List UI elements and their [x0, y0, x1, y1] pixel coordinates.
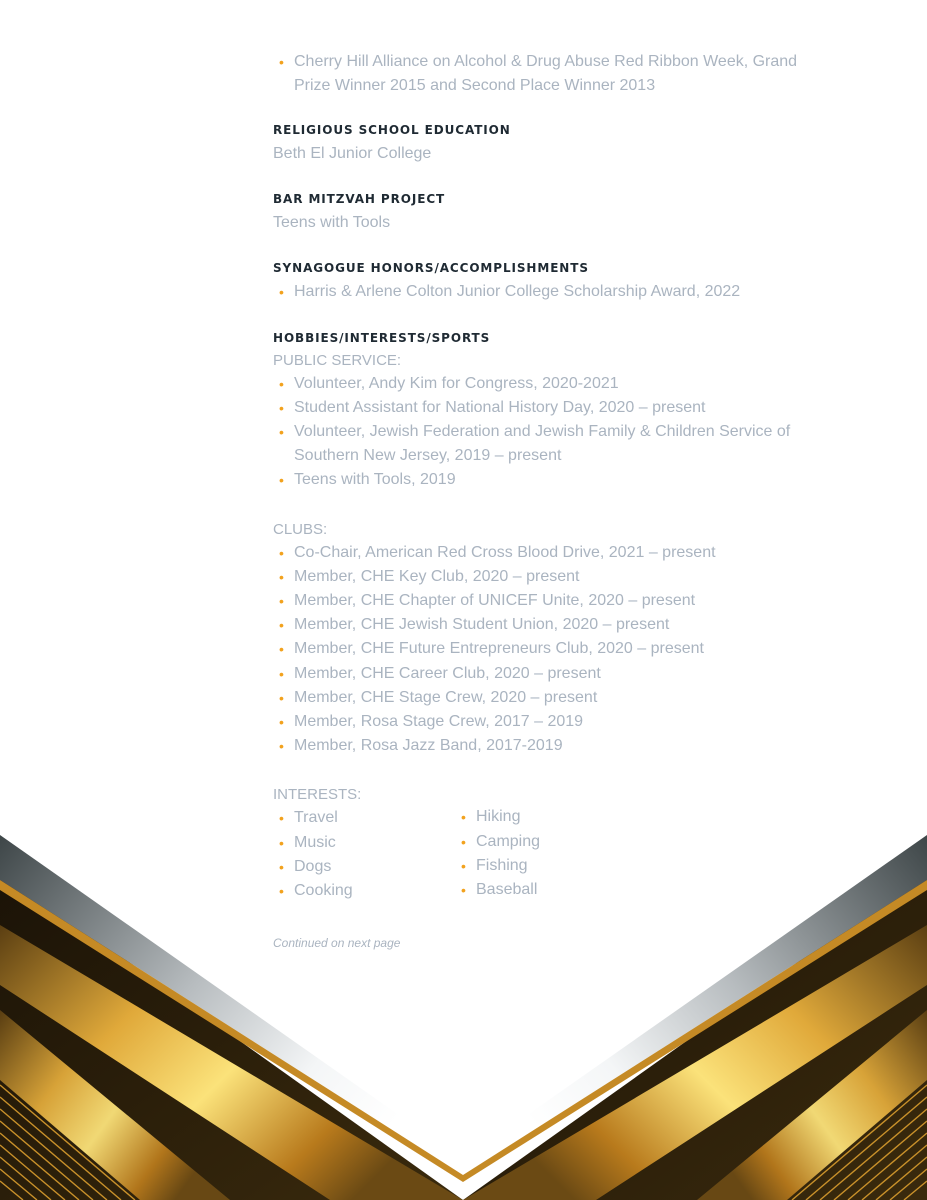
list-item-text: Member, CHE Future Entrepreneurs Club, 2020 – present	[294, 640, 704, 658]
list-item	[273, 855, 455, 879]
list-item-text: Teens with Tools, 2019	[294, 471, 456, 489]
list-item-text: Fishing	[476, 856, 528, 874]
bullet-icon: •	[461, 833, 466, 850]
bar-mitzvah-section	[273, 191, 833, 235]
section-heading: RELIGIOUS SCHOOL EDUCATION	[273, 123, 511, 138]
bullet-icon: •	[279, 284, 284, 301]
religious-school-value: Beth El Junior College	[273, 145, 432, 163]
list-item-text: Co-Chair, American Red Cross Blood Drive, 2021 – present	[294, 543, 716, 561]
list-item-text: Member, Rosa Jazz Band, 2017-2019	[294, 737, 563, 755]
list-item	[273, 565, 833, 589]
list-item-text: Member, Rosa Stage Crew, 2017 – 2019	[294, 713, 584, 731]
list-item	[455, 854, 540, 878]
list-item	[273, 280, 833, 304]
list-item	[273, 710, 833, 734]
bullet-icon: •	[279, 568, 284, 585]
list-item	[455, 878, 540, 902]
list-item	[273, 734, 833, 758]
list-item	[273, 50, 833, 98]
continued-note: Continued on next page	[273, 936, 401, 951]
list-item-text: Dogs	[294, 857, 332, 875]
list-item	[273, 372, 833, 396]
list-item	[273, 686, 833, 710]
list-item	[273, 541, 833, 565]
awards-continued	[273, 50, 833, 98]
bullet-icon: •	[279, 689, 284, 706]
synagogue-honors-list	[273, 280, 833, 304]
bullet-icon: •	[279, 810, 284, 827]
interests-label: INTERESTS:	[273, 786, 362, 804]
interests-list-col1	[273, 806, 455, 903]
religious-school-section	[273, 122, 833, 166]
bullet-icon: •	[279, 665, 284, 682]
list-item-text: Travel	[294, 809, 338, 827]
section-heading: BAR MITZVAH PROJECT	[273, 192, 446, 207]
section-heading: SYNAGOGUE HONORS/ACCOMPLISHMENTS	[273, 261, 589, 276]
list-item-text: Baseball	[476, 881, 538, 899]
list-item-text: Music	[294, 833, 336, 851]
list-item	[273, 468, 833, 492]
list-item-text: Member, CHE Key Club, 2020 – present	[294, 567, 580, 585]
interests-columns	[273, 806, 833, 903]
list-item-text: Camping	[476, 832, 541, 850]
bullet-icon: •	[279, 714, 284, 731]
bullet-icon: •	[461, 809, 466, 826]
list-item	[273, 420, 833, 468]
bullet-icon: •	[279, 399, 284, 416]
synagogue-honors-section	[273, 260, 833, 304]
list-item-text: Member, CHE Jewish Student Union, 2020 – present	[294, 616, 670, 634]
list-item-text: Cherry Hill Alliance on Alcohol & Drug Abuse Red Ribbon Week, Grand Prize Winner 2015 and Second Place Winner 2013	[294, 53, 798, 95]
list-item	[273, 613, 833, 637]
bullet-icon: •	[279, 54, 284, 70]
list-item-text: Member, CHE Stage Crew, 2020 – present	[294, 688, 598, 706]
list-item	[273, 637, 833, 661]
list-item-text: Hiking	[476, 808, 521, 826]
list-item-text: Harris & Arlene Colton Junior College Scholarship Award, 2022	[294, 283, 741, 301]
bullet-icon: •	[279, 544, 284, 561]
list-item-text: Volunteer, Jewish Federation and Jewish Family & Children Service of Southern New Jersey, 2019 – present	[294, 423, 791, 465]
list-item-text: Cooking	[294, 882, 353, 900]
list-item-text: Student Assistant for National History Day, 2020 – present	[294, 398, 706, 416]
list-item	[273, 879, 455, 903]
bullet-icon: •	[461, 857, 466, 874]
public-service-label: PUBLIC SERVICE:	[273, 351, 402, 369]
list-item	[455, 805, 540, 829]
list-item	[455, 830, 540, 854]
bullet-icon: •	[279, 375, 284, 392]
list-item	[273, 662, 833, 686]
bullet-icon: •	[279, 472, 284, 489]
bullet-icon: •	[279, 738, 284, 755]
bullet-icon: •	[279, 593, 284, 610]
section-heading: HOBBIES/INTERESTS/SPORTS	[273, 330, 491, 345]
bullet-icon: •	[279, 641, 284, 658]
list-item	[273, 831, 455, 855]
bullet-icon: •	[279, 883, 284, 900]
public-service-list	[273, 372, 833, 493]
list-item-text: Volunteer, Andy Kim for Congress, 2020-2021	[294, 374, 619, 392]
bar-mitzvah-value: Teens with Tools	[273, 214, 391, 232]
interests-list-col2	[455, 805, 540, 903]
bullet-icon: •	[279, 424, 284, 441]
list-item	[273, 396, 833, 420]
list-item-text: Member, CHE Chapter of UNICEF Unite, 2020 – present	[294, 592, 696, 610]
bullet-icon: •	[279, 834, 284, 851]
list-item	[273, 589, 833, 613]
clubs-list	[273, 541, 833, 759]
list-item	[273, 806, 455, 830]
resume-content	[273, 50, 833, 951]
awards-list	[273, 50, 833, 98]
hobbies-section	[273, 330, 833, 904]
clubs-label: CLUBS:	[273, 520, 328, 538]
list-item-text: Member, CHE Career Club, 2020 – present	[294, 664, 601, 682]
bullet-icon: •	[461, 882, 466, 899]
bullet-icon: •	[279, 858, 284, 875]
bullet-icon: •	[279, 617, 284, 634]
